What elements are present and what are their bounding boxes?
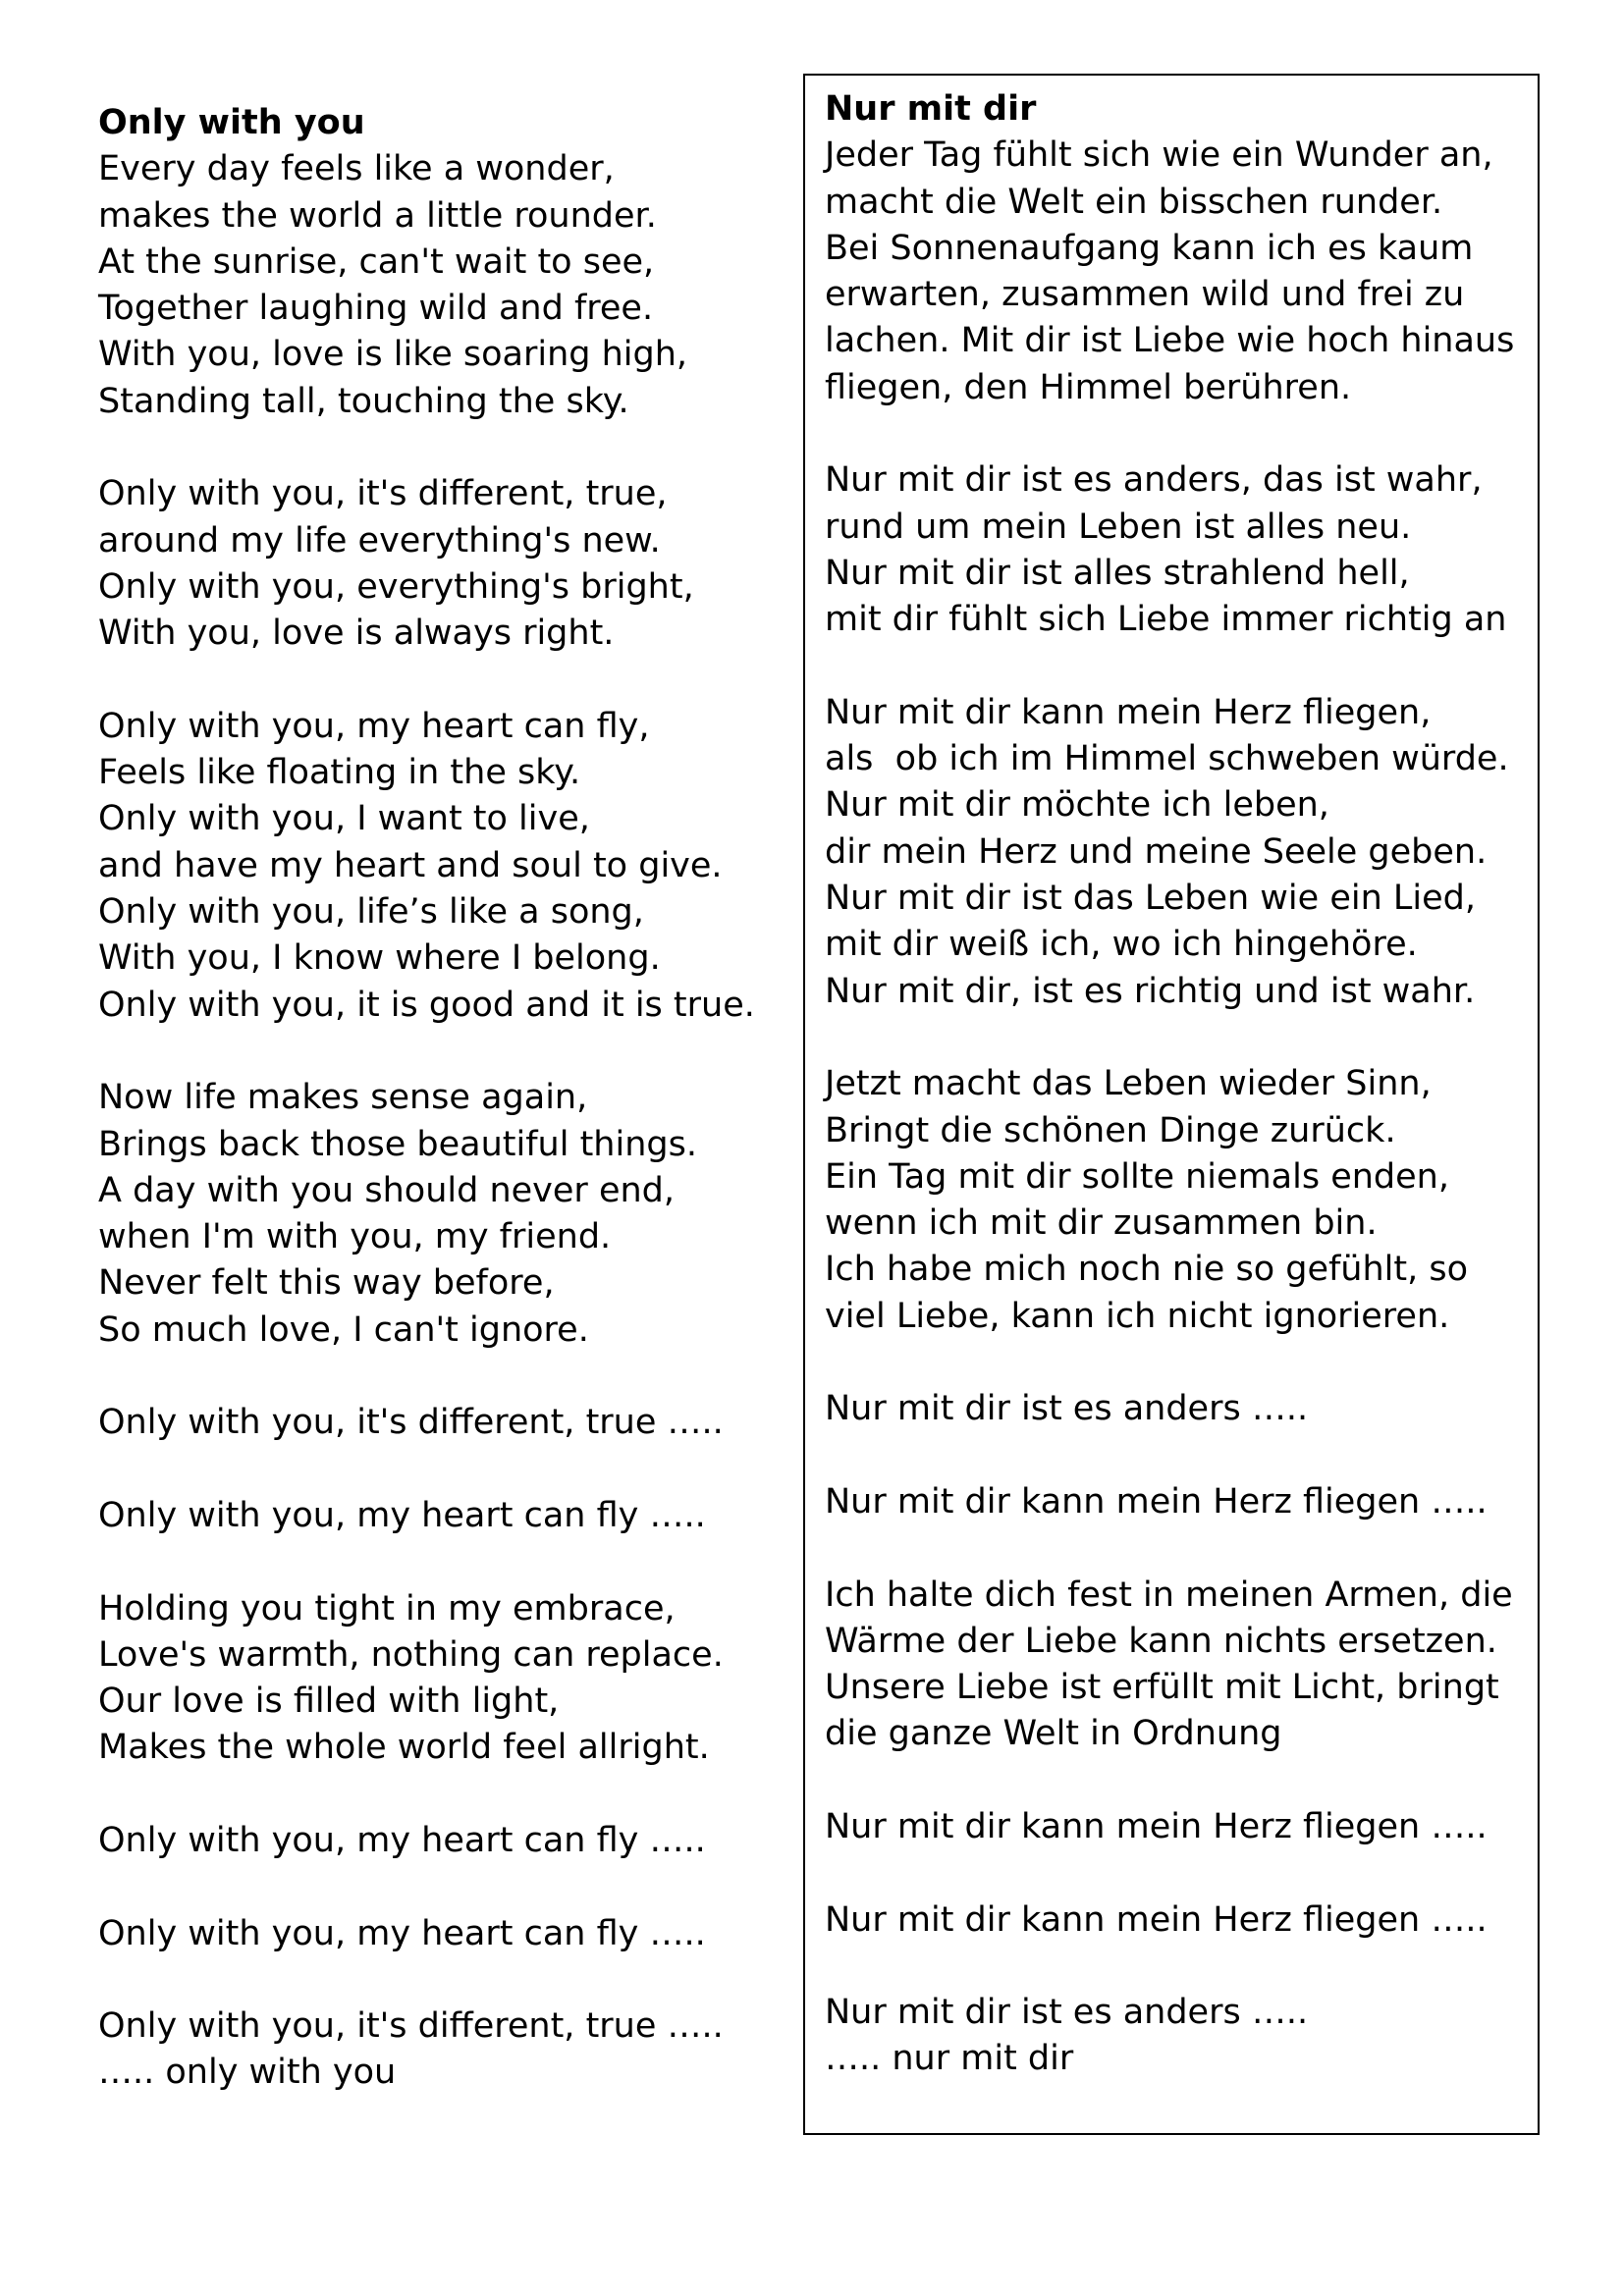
english-lyric-line: Only with you, my heart can fly ….. [98,1913,706,1953]
english-lyric-line: and have my heart and soul to give. [98,845,723,885]
german-stanza [825,1573,1522,1758]
english-lyric-line: Only with you, it's different, true, [98,474,668,514]
german-lyric-line: als ob ich im Himmel schweben würde. [825,739,1509,779]
german-lyric-line: Nur mit dir möchte ich leben, [825,785,1329,826]
german-lyric-line: fliegen, den Himmel berühren. [825,367,1352,407]
german-stanza [825,1386,1522,1432]
german-lyric-line: rund um mein Leben ist alles neu. [825,507,1412,547]
german-lyric-line: lachen. Mit dir ist Liebe wie hoch hinaus [825,321,1515,361]
english-stanza [98,704,785,1029]
english-stanza [98,1493,785,1539]
english-stanzas [98,146,785,2096]
english-lyric-line: Never felt this way before, [98,1263,555,1304]
english-lyric-line: With you, love is like soaring high, [98,335,688,375]
german-lyric-line: Ich halte dich fest in meinen Armen, die [825,1575,1513,1615]
english-stanza [98,471,785,657]
english-lyric-line: Feels like floating in the sky. [98,753,581,793]
german-lyric-line: die ganze Welt in Ordnung [825,1714,1282,1754]
german-lyric-line: viel Liebe, kann ich nicht ignorieren. [825,1296,1450,1336]
german-lyric-line: Nur mit dir ist das Leben wie ein Lied, [825,879,1476,919]
english-lyrics-column [98,100,785,2097]
german-lyric-line: Nur mit dir kann mein Herz fliegen, [825,692,1432,732]
english-lyric-line: Holding you tight in my embrace, [98,1588,676,1629]
english-lyric-line: Standing tall, touching the sky. [98,381,629,421]
german-stanza [825,133,1522,411]
english-lyric-line: With you, love is always right. [98,614,615,654]
english-lyric-line: So much love, I can't ignore. [98,1309,589,1350]
german-stanza [825,1990,1522,2083]
german-lyric-line: ….. nur mit dir [825,2039,1074,2079]
german-lyric-line: Nur mit dir ist es anders ….. [825,1993,1309,2033]
english-lyric-line: Only with you, it's different, true ….. [98,1403,724,1443]
german-lyric-line: Nur mit dir, ist es richtig und ist wahr. [825,971,1476,1011]
german-lyric-line: mit dir fühlt sich Liebe immer richtig an [825,600,1507,640]
english-stanza [98,1911,785,1957]
english-lyric-line: Only with you, my heart can fly ….. [98,1820,706,1860]
english-lyric-line: when I'm with you, my friend. [98,1217,612,1257]
german-lyric-line: Nur mit dir kann mein Herz fliegen ….. [825,1899,1488,1940]
english-stanza [98,1075,785,1354]
german-stanza [825,1804,1522,1850]
english-lyric-line: Only with you, it's different, true ….. [98,2006,724,2047]
german-stanza [825,1479,1522,1525]
german-stanzas [825,133,1522,2082]
german-lyrics-column [825,86,1522,2083]
german-lyric-line: Nur mit dir ist es anders, das ist wahr, [825,460,1483,501]
english-stanza [98,1586,785,1772]
german-stanza [825,1897,1522,1944]
german-lyric-line: Bei Sonnenaufgang kann ich es kaum [825,228,1474,268]
english-lyric-line: Every day feels like a wonder, [98,149,615,189]
english-stanza [98,2003,785,2097]
german-title: Nur mit dir [825,89,1037,129]
english-title: Only with you [98,103,365,142]
german-lyric-line: Nur mit dir kann mein Herz fliegen ….. [825,1806,1488,1846]
english-lyric-line: Only with you, my heart can fly ….. [98,1495,706,1535]
english-lyric-line: Only with you, everything's bright, [98,566,694,607]
german-lyric-line: Ein Tag mit dir sollte niemals enden, [825,1156,1449,1197]
german-lyric-line: Bringt die schönen Dinge zurück. [825,1110,1396,1150]
english-lyric-line: Brings back those beautiful things. [98,1124,697,1164]
german-lyrics-box [803,74,1540,2135]
german-lyric-line: dir mein Herz und meine Seele geben. [825,831,1488,872]
english-lyric-line: around my life everything's new. [98,520,661,561]
english-lyric-line: Love's warmth, nothing can replace. [98,1634,724,1675]
english-lyric-line: Only with you, it is good and it is true. [98,985,755,1025]
english-lyric-line: Only with you, I want to live, [98,799,590,839]
german-lyric-line: wenn ich mit dir zusammen bin. [825,1203,1378,1244]
german-stanza [825,457,1522,643]
english-lyric-line: ….. only with you [98,2053,397,2093]
english-stanza [98,146,785,425]
german-stanza [825,690,1522,1015]
english-lyric-line: makes the world a little rounder. [98,195,657,236]
german-lyric-line: Ich habe mich noch nie so gefühlt, so [825,1250,1469,1290]
german-lyric-line: Jetzt macht das Leben wieder Sinn, [825,1064,1432,1104]
english-lyric-line: Together laughing wild and free. [98,289,654,329]
german-lyric-line: mit dir weiß ich, wo ich hingehöre. [825,925,1418,965]
english-stanza [98,1818,785,1864]
english-lyric-line: Our love is filled with light, [98,1682,560,1722]
german-lyric-line: Nur mit dir kann mein Herz fliegen ….. [825,1481,1488,1522]
german-stanza [825,1061,1522,1340]
english-lyric-line: At the sunrise, can't wait to see, [98,241,655,282]
english-lyric-line: A day with you should never end, [98,1170,676,1210]
english-lyric-line: Only with you, life’s like a song, [98,892,644,933]
english-stanza [98,1400,785,1446]
german-lyric-line: Nur mit dir ist alles strahlend hell, [825,553,1410,593]
english-lyric-line: Makes the whole world feel allright. [98,1728,710,1768]
german-lyric-line: Unsere Liebe ist erfüllt mit Licht, bringt [825,1668,1499,1708]
german-lyric-line: erwarten, zusammen wild und frei zu [825,275,1465,315]
german-lyric-line: Wärme der Liebe kann nichts ersetzen. [825,1621,1497,1661]
english-lyric-line: Now life makes sense again, [98,1078,588,1118]
german-lyric-line: macht die Welt ein bisschen runder. [825,182,1443,222]
english-lyric-line: Only with you, my heart can fly, [98,706,650,746]
german-lyric-line: Jeder Tag fühlt sich wie ein Wunder an, [825,135,1493,176]
english-lyric-line: With you, I know where I belong. [98,938,661,979]
german-lyric-line: Nur mit dir ist es anders ….. [825,1389,1309,1429]
